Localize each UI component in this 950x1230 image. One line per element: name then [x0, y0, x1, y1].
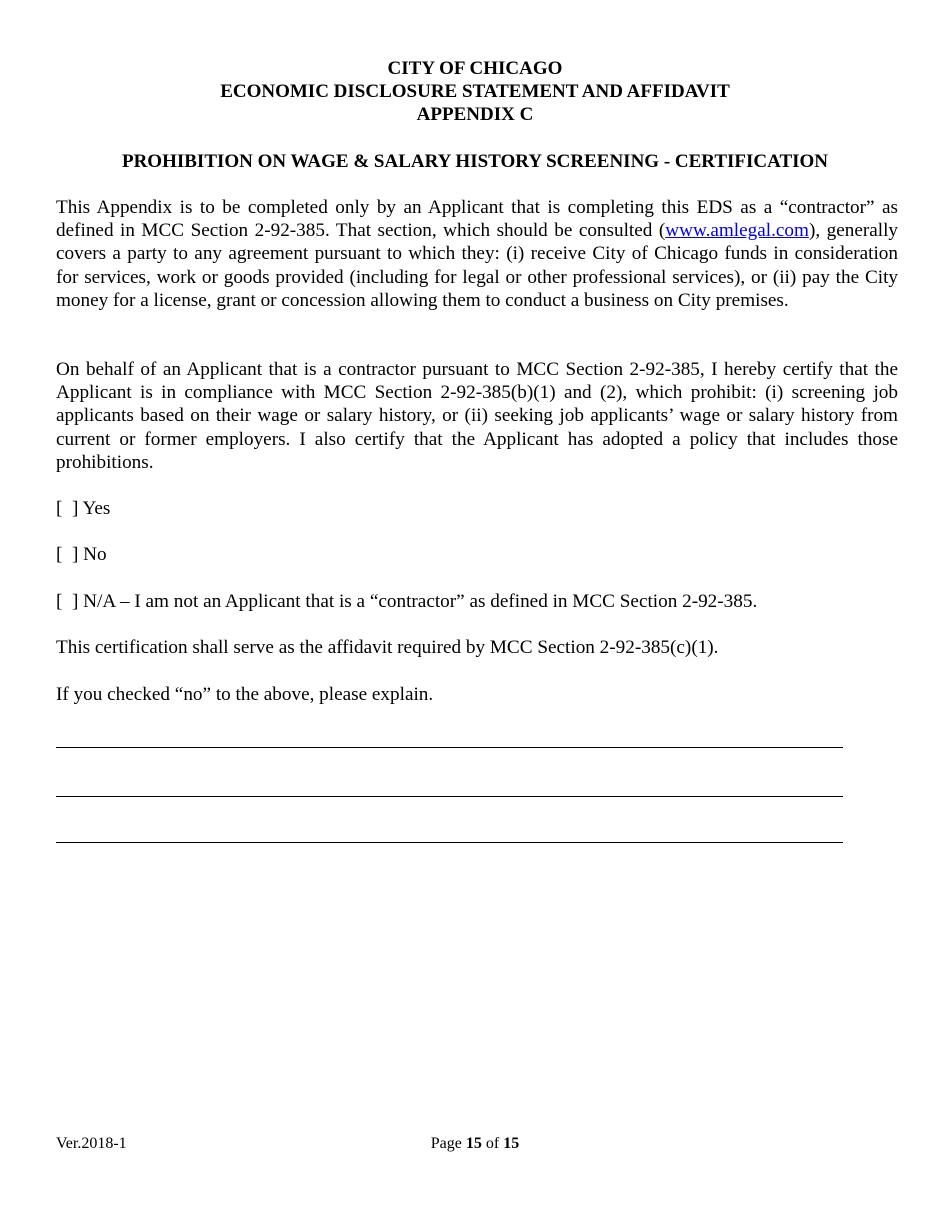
option-na-checkbox[interactable]: [ ] N/A – I am not an Applicant that is a “contractor” as defined in MCC Section 2-92-385.	[56, 591, 758, 612]
page-prefix: Page	[430, 1135, 466, 1152]
page-number	[0, 1135, 950, 1153]
intro-text-before-link: This Appendix is to be completed only by an Applicant that is completing this EDS as a “contractor” as defined in MCC Section 2-92-385. That section, which should be consulted (	[56, 197, 898, 242]
page-total: 15	[503, 1135, 520, 1152]
certification-paragraph: On behalf of an Applicant that is a contractor pursuant to MCC Section 2-92-385, I hereby certify that the Applicant is in compliance with MCC Section 2-92-385(b)(1) and (2), which prohibit: (i) screening job applicants based on their wage or salary history, or (ii) seeking job applicants’ wage or salary history from current or former employers. I also certify that the Applicant has adopted a policy that includes those prohibitions.	[56, 359, 898, 473]
affidavit-statement: This certification shall serve as the affidavit required by MCC Section 2-92-385(c)(1).	[56, 637, 719, 658]
intro-text-after-link: ), generally covers a party to any agreement pursuant to which they: (i) receive City of Chicago funds in consideration for services, work or goods provided (including for legal or other professional services), or (ii) pay the City money for a license, grant or concession allowing them to conduct a business on City premises.	[56, 220, 898, 311]
explanation-line-2[interactable]	[56, 796, 843, 797]
explanation-line-1[interactable]	[56, 747, 843, 748]
explain-prompt: If you checked “no” to the above, please explain.	[56, 684, 434, 705]
explanation-line-3[interactable]	[56, 842, 843, 843]
page-of: of	[481, 1135, 504, 1152]
page-current: 15	[465, 1135, 482, 1152]
amlegal-link[interactable]: www.amlegal.com	[665, 220, 809, 242]
intro-paragraph	[56, 196, 898, 312]
header-city: CITY OF CHICAGO	[387, 58, 563, 79]
header-appendix: APPENDIX C	[416, 104, 534, 125]
version-label: Ver.2018-1	[56, 1135, 127, 1152]
document-header	[0, 57, 950, 126]
option-no-checkbox[interactable]: [ ] No	[56, 544, 107, 565]
header-statement: ECONOMIC DISCLOSURE STATEMENT AND AFFIDAVIT	[220, 81, 730, 102]
option-yes-checkbox[interactable]: [ ] Yes	[56, 498, 111, 519]
certification-title: PROHIBITION ON WAGE & SALARY HISTORY SCREENING - CERTIFICATION	[121, 151, 829, 172]
